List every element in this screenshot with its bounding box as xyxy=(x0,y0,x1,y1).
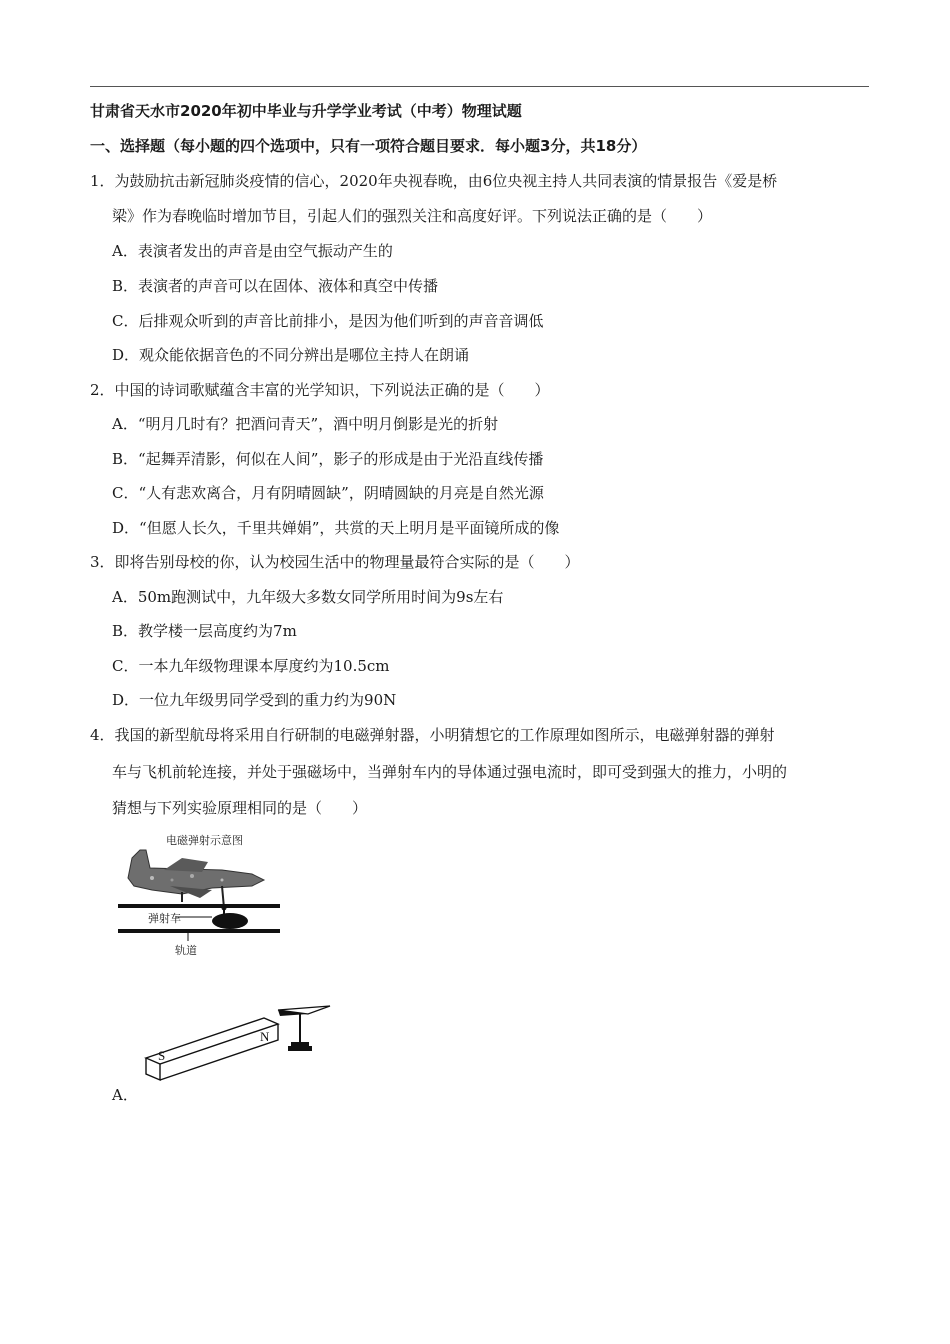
question-1-option-a: A．表演者发出的声音是由空气振动产生的 xyxy=(112,242,393,260)
question-4-option-a: A． xyxy=(112,1086,138,1104)
question-2-option-d: D．“但愿人长久，千里共婵娟”，共赏的天上明月是平面镜所成的像 xyxy=(112,519,560,537)
track-label: 轨道 xyxy=(175,944,197,957)
question-1-stem-line-2: 梁》作为春晚临时增加节目，引起人们的强烈关注和高度好评。下列说法正确的是（ ） xyxy=(112,207,713,225)
question-3-option-c: C．一本九年级物理课本厚度约为10.5cm xyxy=(112,657,390,675)
question-4-stem-line-2: 车与飞机前轮连接，并处于强磁场中，当弹射车内的导体通过强电流时，即可受到强大的推力，小明的 xyxy=(112,763,788,781)
lower-rail xyxy=(118,929,280,933)
question-1-option-d: D．观众能依据音色的不同分辨出是哪位主持人在朗诵 xyxy=(112,346,470,364)
question-2-option-c: C．“人有悲欢离合，月有阴晴圆缺”，阴晴圆缺的月亮是自然光源 xyxy=(112,484,544,502)
question-4-stem-line-1: 4．我国的新型航母将采用自行研制的电磁弹射器，小明猜想它的工作原理如图所示，电磁弹射器的弹射 xyxy=(90,726,775,744)
compass-needle xyxy=(278,1006,330,1051)
bar-magnet-figure xyxy=(140,1000,335,1090)
question-3-option-b: B．教学楼一层高度约为7m xyxy=(112,622,297,640)
question-1-option-b: B．表演者的声音可以在固体、液体和真空中传播 xyxy=(112,277,439,295)
catapult-car-label: 弹射车 xyxy=(148,912,181,925)
question-2-option-a: A．“明月几时有？把酒问青天”，酒中明月倒影是光的折射 xyxy=(112,415,499,433)
question-3-option-a: A．50m跑测试中，九年级大多数女同学所用时间为9s左右 xyxy=(112,588,504,606)
north-pole-label: N xyxy=(260,1029,270,1044)
question-1-option-c: C．后排观众听到的声音比前排小，是因为他们听到的声音音调低 xyxy=(112,312,544,330)
catapult-diagram-caption: 电磁弹射示意图 xyxy=(166,834,243,847)
bar-magnet xyxy=(146,1018,278,1080)
question-3-stem: 3．即将告别母校的你，认为校园生活中的物理量最符合实际的是（ ） xyxy=(90,553,580,571)
question-1-stem-line-1: 1．为鼓励抗击新冠肺炎疫情的信心，2020年央视春晚，由6位央视主持人共同表演的情景报告《爱是桥 xyxy=(90,172,778,190)
south-pole-label: S xyxy=(158,1048,166,1063)
question-4-stem-line-3: 猜想与下列实验原理相同的是（ ） xyxy=(112,799,368,817)
fighter-jet-image xyxy=(128,850,264,911)
upper-rail xyxy=(118,904,280,908)
catapult-diagram xyxy=(112,828,287,960)
question-3-option-d: D．一位九年级男同学受到的重力约为90N xyxy=(112,691,397,709)
section-heading: 一、选择题（每小题的四个选项中，只有一项符合题目要求．每小题3分，共18分） xyxy=(90,137,647,155)
document-title: 甘肃省天水市2020年初中毕业与升学学业考试（中考）物理试题 xyxy=(90,102,522,120)
question-2-stem: 2．中国的诗词歌赋蕴含丰富的光学知识，下列说法正确的是（ ） xyxy=(90,381,550,399)
question-2-option-b: B．“起舞弄清影，何似在人间”，影子的形成是由于光沿直线传播 xyxy=(112,450,544,468)
header-rule xyxy=(90,86,869,87)
catapult-car xyxy=(212,913,248,929)
